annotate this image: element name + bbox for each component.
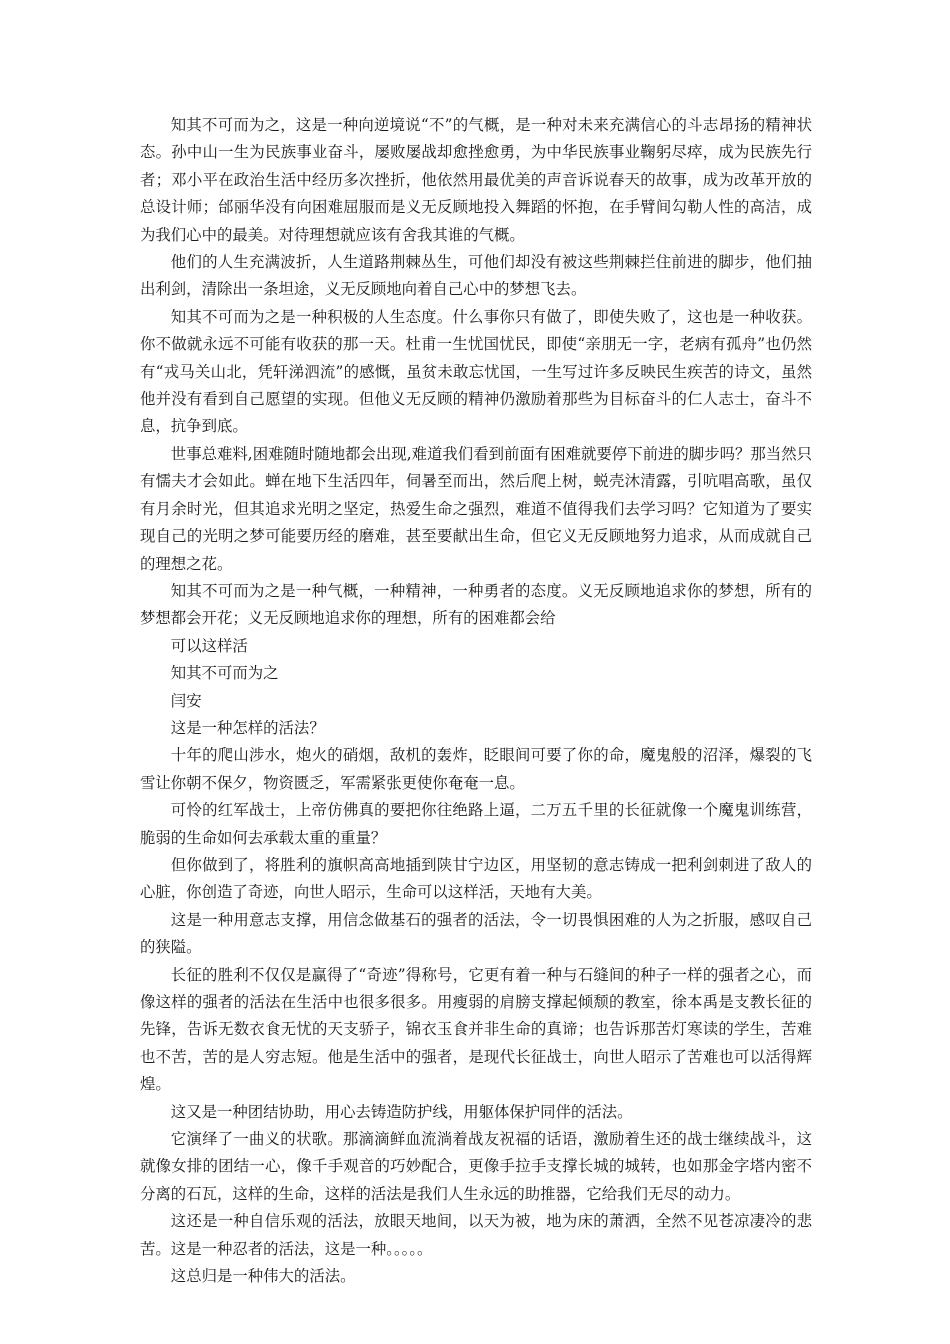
paragraph: 世事总难料,困难随时随地都会出现,难道我们看到前面有困难就要停下前进的脚步吗？那当然只有懦夫才会如此。蝉在地下生活四年，伺暑至而出，然后爬上树，蜕壳沐清露，引吭唱高歌，虽仅有月余时光，但其追求光明之坚定，热爱生命之强烈，难道不值得我们去学习吗？它知道为了要实现自己的光明之梦可能要历经的磨难，甚至要献出生命，但它义无反顾地努力追求，从而成就自己的理想之花。: [140, 444, 812, 573]
essay-subtitle: 知其不可而为之: [170, 664, 279, 683]
paragraph: 可怜的红军战士，上帝仿佛真的要把你往绝路上逼，二万五千里的长征就像一个魔鬼训练营，脆弱的生命如何去承载太重的重量？: [140, 801, 812, 847]
essay-author: 闫安: [170, 691, 202, 710]
paragraph: 知其不可而为之，这是一种向逆境说“不”的气概，是一种对未来充满信心的斗志昂扬的精神状态。孙中山一生为民族事业奋斗，屡败屡战却愈挫愈勇，为中华民族事业鞠躬尽瘁，成为民族先行者；邓小平在政治生活中经历多次挫折，他依然用最优美的声音诉说春天的故事，成为改革开放的总设计师；邰丽华没有向困难屈服而是义无反顾地投入舞蹈的怀抱，在手臂间勾勒人性的高洁，成为我们心中的最美。对待理想就应该有舍我其谁的气概。: [140, 116, 812, 244]
paragraph: 这是一种怎样的活法？: [170, 718, 325, 737]
paragraph: 这总归是一种伟大的活法。: [170, 1267, 356, 1286]
paragraph: 这是一种用意志支撑，用信念做基石的强者的活法，令一切畏惧困难的人为之折服，感叹自己的狭隘。: [140, 910, 812, 957]
paragraph: 长征的胜利不仅仅是赢得了“奇迹”得称号，它更有着一种与石缝间的种子一样的强者之心，而像这样的强者的活法在生活中也很多很多。用瘦弱的肩膀支撑起倾颓的教室，徐本禹是支教长征的先锋，告诉无数衣食无忧的天支骄子，锦衣玉食并非生命的真谛；也告诉那苦灯寒读的学生，苦难也不苦，苦的是人穷志短。他是生活中的强者，是现代长征战士，向世人昭示了苦难也可以活得辉煌。: [140, 965, 812, 1094]
paragraph: 知其不可而为之是一种积极的人生态度。什么事你只有做了，即使失败了，这也是一种收获。你不做就永远不可能有收获的那一天。杜甫一生忧国忧民，即使“亲朋无一字，老病有孤舟”也仍然有“戎马关山北，凭轩涕泗流”的感慨，虽贫未敢忘忧国，一生写过许多反映民生疾苦的诗文，虽然他并没有看到自己愿望的实现。但他义无反顾的精神仍激励着那些为目标奋斗的仁人志士，奋斗不息，抗争到底。: [140, 307, 812, 436]
paragraph: 他们的人生充满波折，人生道路荆棘丛生，可他们却没有被这些荆棘拦住前进的脚步，他们抽出利剑，清除出一条坦途，义无反顾地向着自己心中的梦想飞去。: [140, 253, 812, 299]
paragraph: 这又是一种团结协助，用心去铸造防护线，用躯体保护同伴的活法。: [170, 1102, 633, 1121]
document-body: [140, 112, 812, 1290]
essay-title: 可以这样活: [170, 636, 248, 655]
paragraph: 它演绎了一曲义的状歌。那滴滴鲜血流淌着战友祝福的话语，激励着生还的战士继续战斗，这就像女排的团结一心，像千手观音的巧妙配合，更像手拉手支撑长城的城转，也如那金字塔内密不分离的石瓦，这样的生命，这样的活法是我们人生永远的助推器，它给我们无尽的动力。: [140, 1130, 812, 1203]
paragraph: 十年的爬山涉水，炮火的硝烟，敌机的轰炸，眨眼间可要了你的命，魔鬼般的沼泽，爆裂的飞雪让你朝不保夕，物资匮乏，军需紧张更使你奄奄一息。: [140, 746, 812, 792]
paragraph: 知其不可而为之是一种气概，一种精神，一种勇者的态度。义无反顾地追求你的梦想，所有的梦想都会开花；义无反顾地追求你的理想，所有的困难都会给: [140, 581, 812, 628]
paragraph: 这还是一种自信乐观的活法，放眼天地间，以天为被，地为床的萧洒，全然不见苍凉凄冷的悲苦。这是一种忍者的活法，这是一种。。。。。: [140, 1212, 812, 1258]
paragraph: 但你做到了，将胜利的旗帜高高地插到陕甘宁边区，用坚韧的意志铸成一把利剑刺进了敌人的心脏，你创造了奇迹，向世人昭示，生命可以这样活，天地有大美。: [140, 855, 812, 902]
